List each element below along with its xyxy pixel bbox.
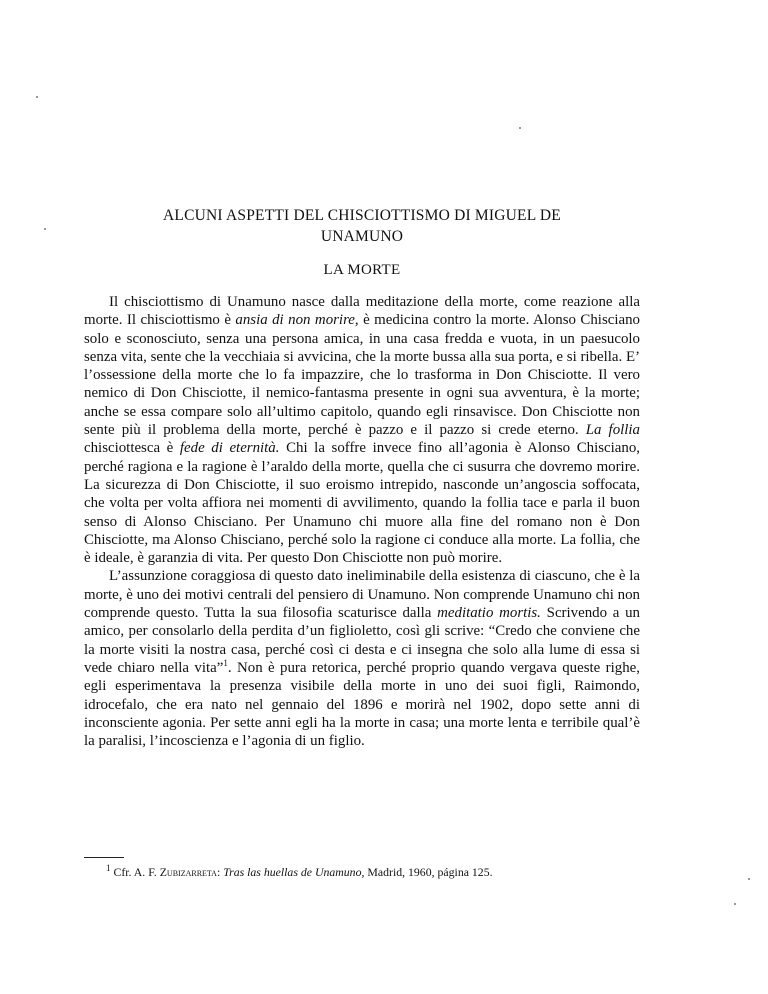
p1-text-2: è medicina contro la morte. Alonso Chisciano solo e sconosciuto, senza una persona amica, in una casa fredda e vuota, in un paesucolo senza vita, sente che la vecchiaia si avvicina, che la morte bussa alla sua porta, e si ribella. E’ l’ossessione della morte che lo fa impazzire, che lo trasforma in Don Chisciotte. Il vero nemico di Don Chisciotte, il nemico-fantasma presente in ogni sua avventura, è la morte; anche se essa compare solo all’ultimo capitolo, quando egli rinsavisce. Don Chisciotte non sente più il problema della morte, perché è pazzo e il pazzo si crede eterno. — [84, 312, 640, 439]
footnote-book-title: Tras las huellas de Unamuno, — [223, 865, 365, 879]
footnote-reference[interactable]: 1 — [223, 657, 228, 668]
p1-italic-1: ansia di non morire, — [235, 312, 359, 329]
body-text — [84, 293, 640, 750]
p2-text-1: L’assunzione coraggiosa di questo dato ineliminabile della esistenza di ciascuno, che è la morte, è uno dei motivi centrali del pensiero di Unamuno. Non comprende Unamuno chi non comprende questo. Tutta la sua filosofia scaturisce dalla — [84, 568, 640, 622]
p1-text-3: chisciottesca è — [84, 440, 180, 457]
footnote-divider — [84, 857, 124, 858]
title-line-1: ALCUNI ASPETTI DEL CHISCIOTTISMO DI MIGUEL DE — [163, 207, 561, 224]
p2-text-3: . Non è pura retorica, perché proprio quando vergava queste righe, egli esperimentava la presenza visibile della morte in uno dei suoi figli, Raimondo, idrocefalo, che era nato nel gennaio del 1896 e morirà nel 1902, dopo sette anni di inconsciente agonia. Per sette anni egli ha la morte in casa; una morte lenta e terribile qual’è la paralisi, l’incoscienza e l’agonia di un figlio. — [84, 659, 640, 750]
article-title — [84, 205, 640, 247]
p1-italic-3: fede di eternità. — [179, 440, 280, 457]
footnote-colon: : — [216, 865, 224, 879]
scan-speck — [44, 228, 46, 230]
title-line-2: UNAMUNO — [320, 228, 404, 245]
footnote-suffix: Madrid, 1960, página 125. — [364, 865, 493, 879]
paragraph-1 — [84, 293, 640, 567]
p1-italic-2: La follia — [585, 422, 641, 439]
section-heading: LA MORTE — [323, 262, 401, 278]
document-page — [84, 0, 640, 994]
scan-speck — [734, 903, 736, 905]
footnote-prefix: Cfr. A. F. — [113, 865, 160, 879]
footnote-author: Zubizarreta — [159, 865, 217, 879]
p1-text-1: Il chisciottismo di Unamuno nasce dalla meditazione della morte, come reazione alla morte. Il chisciottismo è — [84, 294, 640, 329]
p2-text-2: Scrivendo a un amico, per consolarlo della perdita d’un figlioletto, così gli scrive: “Credo che conviene che la morte visiti la nostra casa, perché così ci desta e ci insegna che solo alla lume di essa si vede chiaro nella vita” — [84, 605, 641, 676]
p2-italic-1: meditatio mortis. — [437, 605, 541, 622]
scan-speck — [748, 878, 750, 880]
footnote — [84, 864, 640, 880]
p1-text-4: Chi la soffre invece fino all’agonia è Alonso Chisciano, perché ragiona e la ragione è l’araldo della morte, quella che ci susurra che dovremo morire. La sicurezza di Don Chisciotte, il suo eroismo intrepido, nasconde un’angoscia soffocata, che volta per volta affiora nei momenti di avvilimento, quando la follia tace e parla il buon senso di Alonso Chisciano. Per Unamuno chi muore alla fine del romano non è Don Chisciotte, ma Alonso Chisciano, perché solo la ragione ci conduce alla morte. La follia, che è ideale, è garanzia di vita. Per questo Don Chisciotte non può morire. — [84, 440, 640, 567]
paragraph-2 — [84, 567, 640, 750]
footnote-number: 1 — [106, 863, 111, 874]
scan-speck — [519, 127, 521, 129]
scan-speck — [36, 96, 38, 98]
